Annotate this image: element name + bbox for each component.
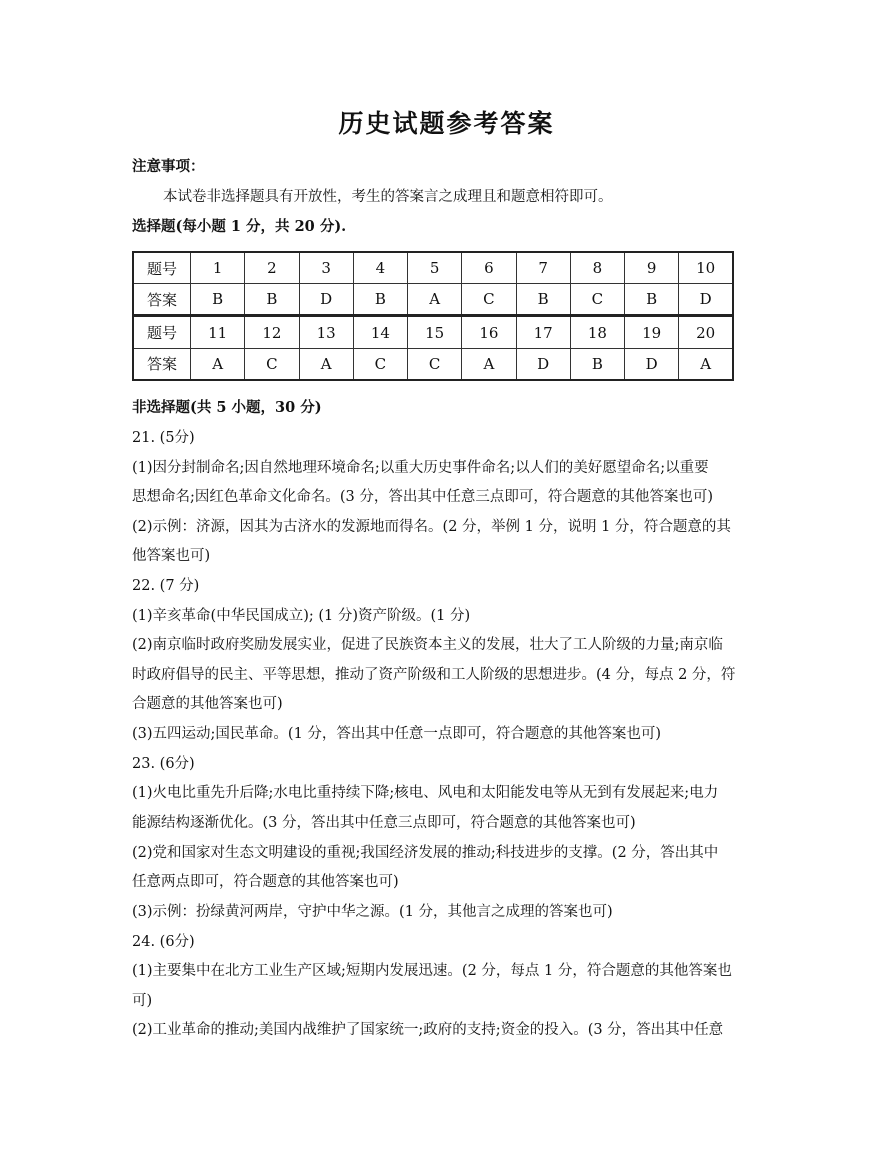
answer-line: (1)辛亥革命(中华民国成立); (1 分)资产阶级。(1 分) bbox=[132, 608, 471, 624]
answer-line: 能源结构逐渐优化。(3 分，答出其中任意三点即可，符合题意的其他答案也可) bbox=[132, 815, 636, 831]
cell: 1 bbox=[191, 252, 245, 284]
answer-line: (3)五四运动;国民革命。(1 分，答出其中任意一点即可，符合题意的其他答案也可) bbox=[132, 726, 662, 742]
cell: 14 bbox=[353, 316, 407, 348]
answer-line: (1)火电比重先升后降;水电比重持续下降;核电、风电和太阳能发电等从无到有发展起来;电力 bbox=[132, 785, 719, 801]
cell: D bbox=[679, 284, 733, 316]
cell: C bbox=[570, 284, 624, 316]
cell: 4 bbox=[353, 252, 407, 284]
answer-line: 任意两点即可，符合题意的其他答案也可) bbox=[132, 874, 399, 890]
cell: B bbox=[516, 284, 570, 316]
cell: 10 bbox=[679, 252, 733, 284]
nonchoice-heading: 非选择题(共 5 小题，30 分) bbox=[132, 399, 322, 416]
cell: 11 bbox=[191, 316, 245, 348]
row-label-answer: 答案 bbox=[133, 348, 191, 380]
answer-line: (2)工业革命的推动;美国内战维护了国家统一;政府的支持;资金的投入。(3 分，答出其中任意 bbox=[132, 1022, 724, 1038]
answer-table bbox=[132, 251, 734, 381]
q23-heading: 23. (6分) bbox=[132, 756, 195, 772]
answer-line: 思想命名;因红色革命文化命名。(3 分，答出其中任意三点即可，符合题意的其他答案也可) bbox=[132, 489, 714, 505]
answer-line: (2)党和国家对生态文明建设的重视;我国经济发展的推动;科技进步的支撑。(2 分，答出其中 bbox=[132, 845, 719, 861]
cell: D bbox=[625, 348, 679, 380]
cell: 9 bbox=[625, 252, 679, 284]
choice-heading: 选择题(每小题 1 分，共 20 分). bbox=[132, 218, 347, 235]
cell: 16 bbox=[462, 316, 516, 348]
cell: C bbox=[353, 348, 407, 380]
cell: B bbox=[191, 284, 245, 316]
notice-text: 本试卷非选择题具有开放性，考生的答案言之成理且和题意相符即可。 bbox=[163, 189, 613, 205]
row-label-answer: 答案 bbox=[133, 284, 191, 316]
cell: 2 bbox=[245, 252, 299, 284]
cell: 6 bbox=[462, 252, 516, 284]
answer-line: (1)主要集中在北方工业生产区域;短期内发展迅速。(2 分，每点 1 分，符合题意的其他答案也 bbox=[132, 963, 732, 979]
table-row-answers-2 bbox=[133, 348, 733, 380]
cell: 5 bbox=[408, 252, 462, 284]
q21-heading: 21. (5分) bbox=[132, 430, 195, 446]
answer-line: 他答案也可) bbox=[132, 548, 211, 564]
cell: D bbox=[299, 284, 353, 316]
answer-line: (1)因分封制命名;因自然地理环境命名;以重大历史事件命名;以人们的美好愿望命名;以重要 bbox=[132, 460, 709, 476]
cell: A bbox=[299, 348, 353, 380]
q24-heading: 24. (6分) bbox=[132, 934, 195, 950]
cell: 7 bbox=[516, 252, 570, 284]
cell: 20 bbox=[679, 316, 733, 348]
cell: A bbox=[462, 348, 516, 380]
notice-heading: 注意事项： bbox=[132, 158, 205, 175]
cell: A bbox=[191, 348, 245, 380]
table-row-answers-1 bbox=[133, 284, 733, 316]
table-row-numbers-1 bbox=[133, 252, 733, 284]
answer-line: (2)南京临时政府奖励发展实业，促进了民族资本主义的发展，壮大了工人阶级的力量;南京临 bbox=[132, 637, 723, 653]
table-row-numbers-2 bbox=[133, 316, 733, 348]
cell: B bbox=[625, 284, 679, 316]
cell: B bbox=[570, 348, 624, 380]
cell: A bbox=[679, 348, 733, 380]
cell: 19 bbox=[625, 316, 679, 348]
cell: 12 bbox=[245, 316, 299, 348]
cell: C bbox=[245, 348, 299, 380]
answer-line: 可) bbox=[132, 993, 153, 1009]
answer-line: 时政府倡导的民主、平等思想，推动了资产阶级和工人阶级的思想进步。(4 分，每点 2 分，符 bbox=[132, 667, 736, 683]
row-label-question: 题号 bbox=[133, 252, 191, 284]
cell: B bbox=[245, 284, 299, 316]
cell: A bbox=[408, 284, 462, 316]
answer-line: 合题意的其他答案也可) bbox=[132, 696, 283, 712]
cell: C bbox=[408, 348, 462, 380]
row-label-question: 题号 bbox=[133, 316, 191, 348]
cell: B bbox=[353, 284, 407, 316]
page-title: 历史试题参考答案 bbox=[338, 109, 555, 138]
cell: 13 bbox=[299, 316, 353, 348]
cell: D bbox=[516, 348, 570, 380]
q22-heading: 22. (7 分) bbox=[132, 578, 200, 594]
cell: 18 bbox=[570, 316, 624, 348]
cell: 3 bbox=[299, 252, 353, 284]
cell: 8 bbox=[570, 252, 624, 284]
cell: 17 bbox=[516, 316, 570, 348]
cell: C bbox=[462, 284, 516, 316]
answer-line: (3)示例：扮绿黄河两岸，守护中华之源。(1 分，其他言之成理的答案也可) bbox=[132, 904, 613, 920]
answer-line: (2)示例：济源，因其为古济水的发源地而得名。(2 分，举例 1 分，说明 1 分，符合题意的其 bbox=[132, 519, 731, 535]
cell: 15 bbox=[408, 316, 462, 348]
